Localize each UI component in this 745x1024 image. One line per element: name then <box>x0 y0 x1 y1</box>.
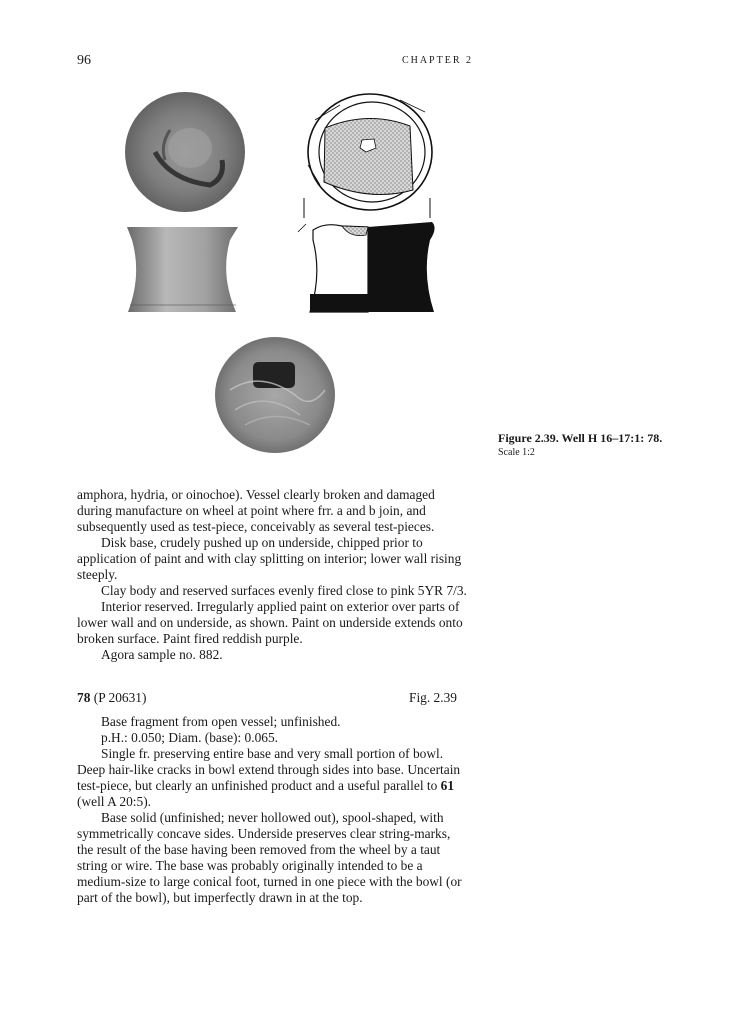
caption-title: Figure 2.39. Well H 16–17:1: 78. <box>498 431 663 445</box>
page-number: 96 <box>77 53 91 68</box>
figure-reference: Fig. 2.39 <box>409 690 457 705</box>
entry-heading <box>77 690 457 706</box>
continued-entry-text <box>77 487 467 663</box>
paragraph: Interior reserved. Irregularly applied paint on exterior over parts of lower wall and on underside, as shown. Paint on underside extends onto broken surface. Paint fired reddish purple. <box>77 599 463 646</box>
paragraph: Clay body and reserved surfaces evenly fired close to pink 5YR 7/3. <box>101 583 467 598</box>
entry-number: 78 <box>77 690 91 705</box>
paragraph: Base solid (unfinished; never hollowed out), spool-shaped, with symmetrically concave sides. Underside preserves clear string-marks, the result of the base having been removed from the wheel by a taut string or wire. The base was probably originally intended to be a medium-size to large conical foot, turned in one piece with the bowl (or part of the bowl), but imperfectly drawn in at the top. <box>77 810 462 905</box>
paragraph: amphora, hydria, or oinochoe). Vessel clearly broken and damaged during manufacture on wheel at point where frr. a and b join, and subsequently used as test-piece, conceivably as several test-pieces. <box>77 487 435 534</box>
photo-underside-view <box>215 337 335 453</box>
paragraph: Agora sample no. 882. <box>101 647 223 662</box>
paragraph: Disk base, crudely pushed up on underside, chipped prior to application of paint and with clay splitting on interior; lower wall rising steeply. <box>77 535 462 582</box>
text-run: Single fr. preserving entire base and very small portion of bowl. Deep hair-like cracks in bowl extend through sides into base. Uncertain test-piece, but clearly an unfinished product and a useful parallel to <box>77 746 461 793</box>
figure-2-39 <box>110 90 460 465</box>
text-run: (well A 20:5). <box>77 794 152 809</box>
photo-profile-view <box>127 227 238 312</box>
caption-scale: Scale 1:2 <box>498 447 535 458</box>
running-head: CHAPTER 2 <box>401 55 473 66</box>
paragraph <box>77 746 467 810</box>
figure-illustrations <box>110 90 460 465</box>
entry-dimensions: p.H.: 0.050; Diam. (base): 0.065. <box>101 730 279 745</box>
figure-caption <box>498 431 698 458</box>
photo-top-view <box>125 92 245 212</box>
drawing-section <box>298 198 435 312</box>
cross-reference: 61 <box>440 778 455 793</box>
entry-inventory: (P 20631) <box>90 690 147 705</box>
entry-78-text <box>77 714 467 906</box>
drawing-plan-view <box>308 94 432 210</box>
entry-description: Base fragment from open vessel; unfinished. <box>101 714 341 729</box>
